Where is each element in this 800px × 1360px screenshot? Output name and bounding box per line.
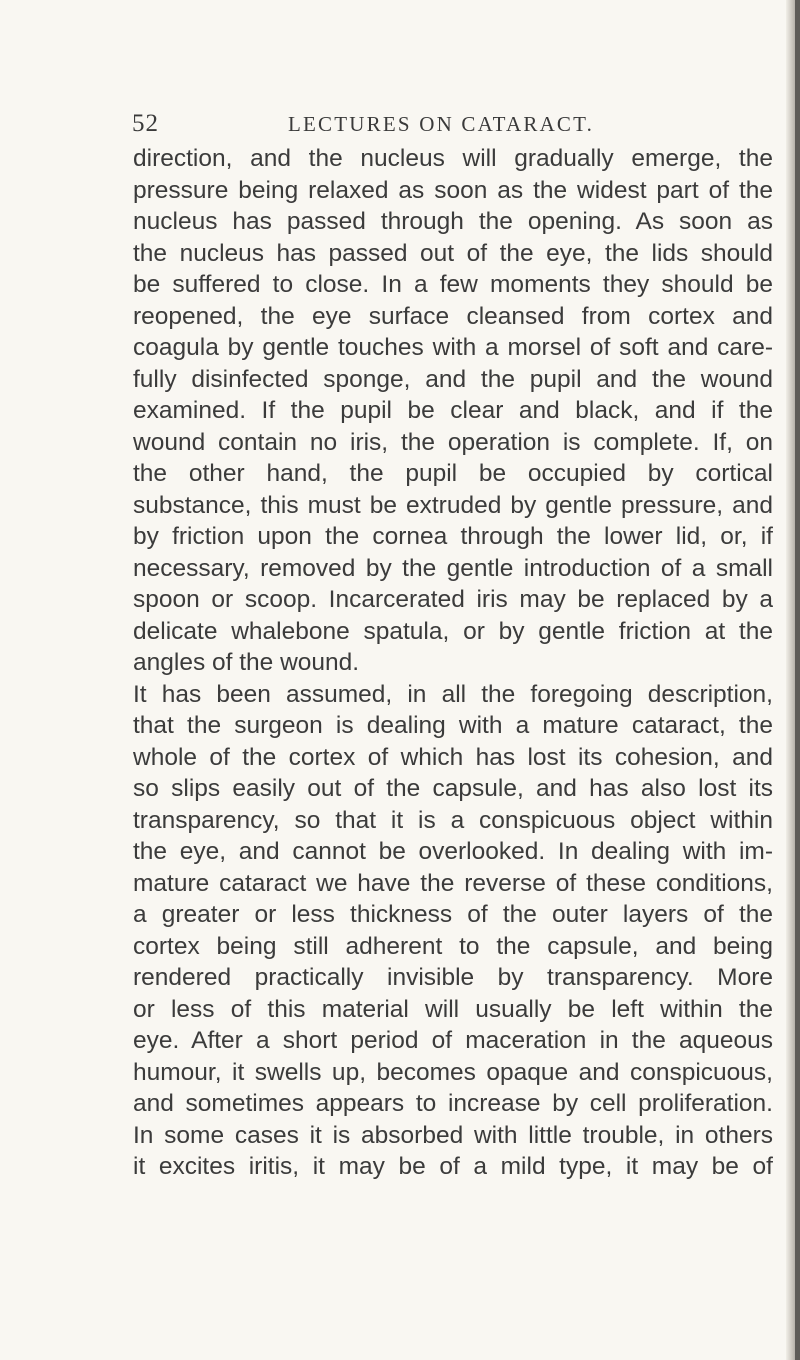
text-line: spoon or scoop. Incarcerated iris may be replaced by a [133,586,773,613]
text-line: a greater or less thickness of the outer layers of the [133,901,773,928]
page-header [132,110,772,140]
text-line: delicate whalebone spatula, or by gentle friction at the [133,617,773,645]
text-line: In some cases it is absorbed with little trouble, in others [133,1121,773,1149]
text-line: so slips easily out of the capsule, and has also lost its [133,775,773,802]
text-line: that the surgeon is dealing with a mature cataract, the [133,712,773,739]
text-line: mature cataract we have the reverse of these conditions, [133,869,773,897]
text-line: reopened, the eye surface cleansed from cortex and [133,302,773,330]
text-line: direction, and the nucleus will gradually emerge, the [133,145,773,172]
text-line: coagula by gentle touches with a morsel of soft and care- [133,334,773,361]
text-line: transparency, so that it is a conspicuous object within [133,806,773,834]
text-line: the eye, and cannot be overlooked. In dealing with im- [133,838,773,865]
page-number: 52 [132,110,159,137]
text-line: the other hand, the pupil be occupied by cortical [133,460,773,487]
text-line: eye. After a short period of maceration in the aqueous [133,1027,773,1054]
body-text [133,143,773,1183]
text-line: humour, it swells up, becomes opaque and conspicuous, [133,1058,773,1086]
text-line: by friction upon the cornea through the lower lid, or, if [133,523,773,550]
running-title: LECTURES ON CATARACT. [288,112,595,136]
text-line: pressure being relaxed as soon as the widest part of the [133,176,773,204]
text-line: wound contain no iris, the operation is complete. If, on [133,428,773,456]
text-line: fully disinfected sponge, and the pupil and the wound [133,365,773,393]
page-binding-edge [795,0,800,1360]
text-line: substance, this must be extruded by gentle pressure, and [133,491,773,519]
text-line: nucleus has passed through the opening. As soon as [133,208,773,235]
text-line: and sometimes appears to increase by cell proliferation. [133,1090,773,1117]
text-line: necessary, removed by the gentle introduction of a small [133,554,773,582]
text-line: be suffered to close. In a few moments they should be [133,271,773,298]
text-line: or less of this material will usually be left within the [133,995,773,1023]
text-line: it excites iritis, it may be of a mild type, it may be of [133,1153,773,1180]
text-line: the nucleus has passed out of the eye, the lids should [133,239,773,267]
text-line: angles of the wound. [133,649,360,676]
text-line: It has been assumed, in all the foregoing description, [133,680,773,708]
text-line: rendered practically invisible by transparency. More [133,964,773,991]
text-line: whole of the cortex of which has lost its cohesion, and [133,743,773,771]
text-line: examined. If the pupil be clear and black, and if the [133,397,773,424]
text-line: cortex being still adherent to the capsule, and being [133,932,773,960]
